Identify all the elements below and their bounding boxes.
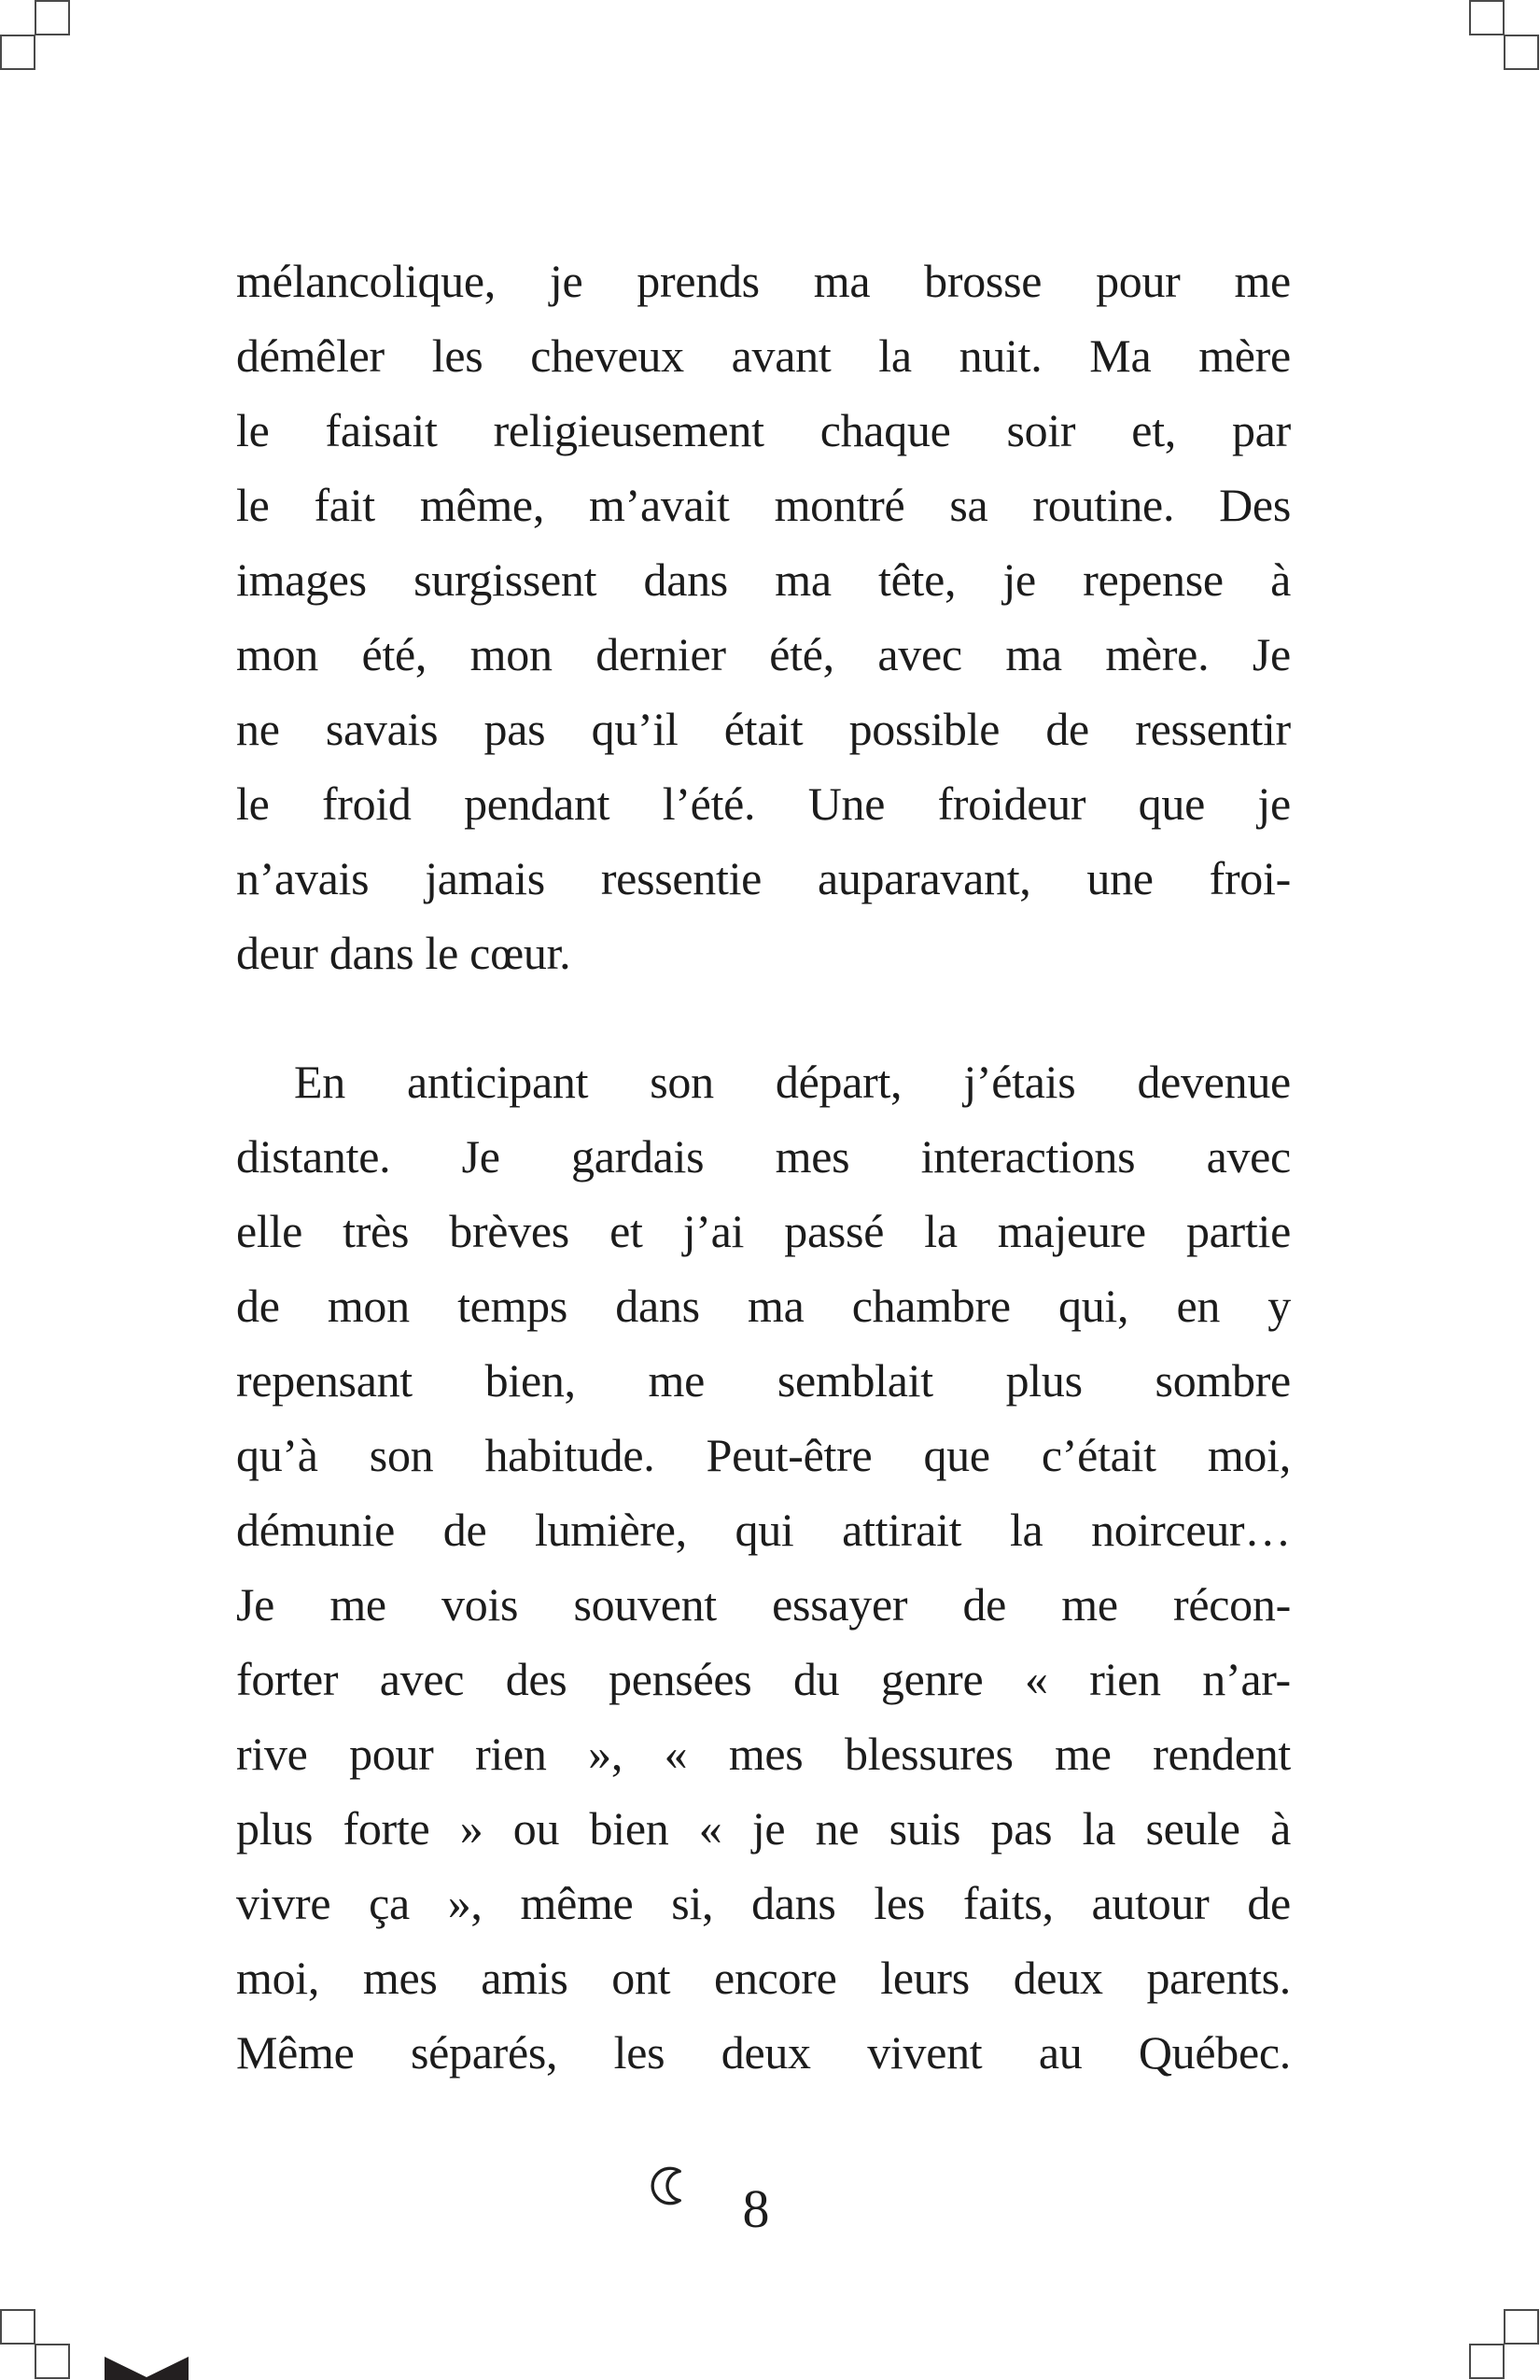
crop-mark-top-right — [1469, 0, 1505, 35]
text-line: le fait même, m’avait montré sa routine. Des — [236, 479, 1291, 531]
crop-mark-bottom-right — [1469, 2344, 1505, 2379]
text-line: le faisait religieusement chaque soir et, par — [236, 404, 1291, 456]
text-line: moi, mes amis ont encore leurs deux parents. — [236, 1952, 1291, 2004]
paragraph — [236, 1044, 1291, 2090]
text-line: forter avec des pensées du genre « rien n’ar- — [236, 1653, 1291, 1705]
crop-mark-top-left — [35, 0, 70, 35]
text-line: deur dans le cœur. — [236, 927, 571, 979]
text-line: mélancolique, je prends ma brosse pour me — [236, 255, 1291, 307]
page-number: 8 — [742, 2178, 770, 2239]
text-line: vivre ça », même si, dans les faits, autour de — [236, 1877, 1291, 1929]
text-line: plus forte » ou bien « je ne suis pas la seule à — [236, 1802, 1291, 1855]
crop-mark-bottom-left — [0, 2309, 35, 2345]
text-line: démunie de lumière, qui attirait la noirceur… — [236, 1504, 1291, 1556]
text-line: le froid pendant l’été. Une froideur que je — [236, 777, 1291, 830]
crop-mark-bottom-right — [1504, 2309, 1539, 2345]
crop-mark-top-right — [1504, 35, 1539, 70]
text-line: de mon temps dans ma chambre qui, en y — [236, 1280, 1291, 1332]
text-line: repensant bien, me semblait plus sombre — [236, 1354, 1291, 1407]
text-line: Même séparés, les deux vivent au Québec. — [236, 2026, 1291, 2079]
text-line: qu’à son habitude. Peut-être que c’était moi, — [236, 1429, 1291, 1481]
publisher-logo-partial — [105, 2356, 189, 2380]
text-line: images surgissent dans ma tête, je repense à — [236, 553, 1291, 606]
text-line: Je me vois souvent essayer de me récon- — [236, 1578, 1291, 1631]
crop-mark-top-left — [0, 35, 35, 70]
text-line: rive pour rien », « mes blessures me rendent — [236, 1728, 1291, 1780]
paragraph — [236, 244, 1291, 990]
crop-mark-bottom-left — [35, 2344, 70, 2379]
text-line: ne savais pas qu’il était possible de ressentir — [236, 703, 1291, 755]
text-line: distante. Je gardais mes interactions avec — [236, 1130, 1291, 1183]
text-line: n’avais jamais ressentie auparavant, une froi- — [236, 852, 1291, 904]
text-line: En anticipant son départ, j’étais devenue — [294, 1056, 1291, 1108]
crescent-moon-icon — [651, 2163, 697, 2209]
text-line: elle très brèves et j’ai passé la majeure partie — [236, 1205, 1291, 1257]
text-line: démêler les cheveux avant la nuit. Ma mère — [236, 329, 1291, 382]
page-text — [236, 244, 1291, 2090]
text-line: mon été, mon dernier été, avec ma mère. Je — [236, 628, 1291, 680]
